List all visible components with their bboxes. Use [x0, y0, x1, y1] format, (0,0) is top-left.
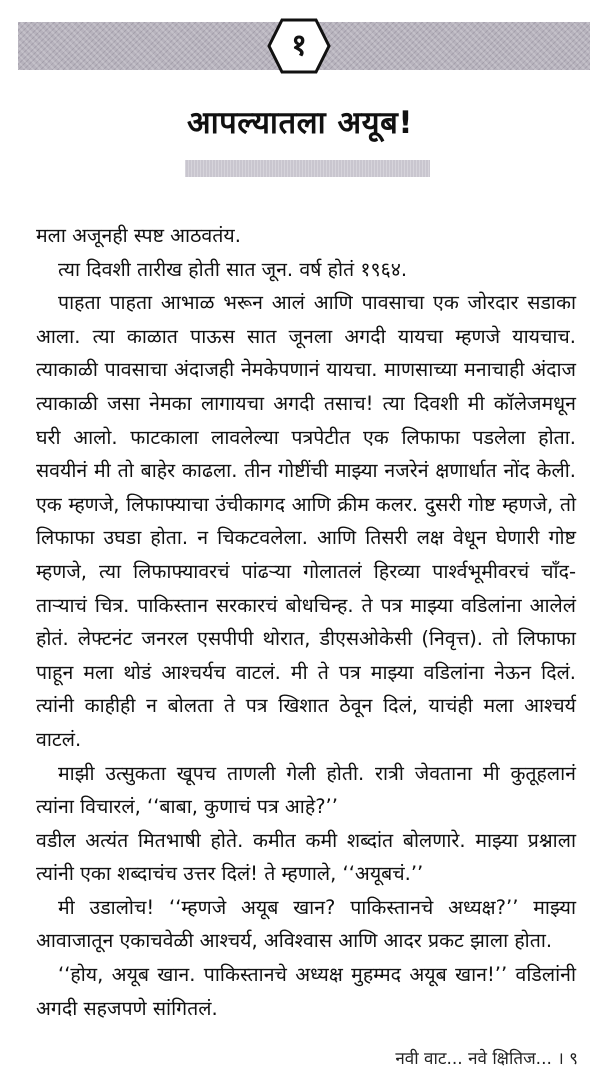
- paragraph-2: त्या दिवशी तारीख होती सात जून. वर्ष होतं १९६४.: [58, 257, 408, 281]
- chapter-number-badge: [266, 17, 332, 75]
- paragraph-4: माझी उत्सुकता खूपच ताणली गेली होती. रात्री जेवताना मी कुतूहलानं त्यांना विचारलं, ‘‘बाबा, कुणाचं पत्र आहे?’’: [36, 761, 576, 819]
- footer-page-number: । ९: [557, 1049, 578, 1069]
- paragraph-1: मला अजूनही स्पष्ट आठवतंय.: [36, 224, 241, 247]
- footer-book-title: नवी वाट... नवे क्षितिज...: [395, 1049, 552, 1069]
- paragraph-5: वडील अत्यंत मितभाषी होते. कमीत कमी शब्दांत बोलणारे. माझ्या प्रश्नाला त्यांनी एका शब्दाचंच उत्तर दिलं! ते म्हणाले, ‘‘अयूबचं.’’: [36, 828, 576, 886]
- chapter-number: १: [291, 28, 307, 63]
- paragraph-6: मी उडालोच! ‘‘म्हणजे अयूब खान? पाकिस्तानचे अध्यक्ष?’’ माझ्या आवाजातून एकाचवेळी आश्चर्य, अविश्वास आणि आदर प्रकट झाला होता.: [36, 895, 576, 953]
- title-underline-bar: [185, 160, 430, 177]
- paragraph-3: पाहता पाहता आभाळ भरून आलं आणि पावसाचा एक जोरदार सडाका आला. त्या काळात पाऊस सात जूनला अगदी यायचा म्हणजे यायचाच. त्याकाळी पावसाचा अंदाजही नेमकेपणानं यायचा. माणसाच्या मनाचाही अंदाज त्याकाळी जसा नेमका लागायचा अगदी तसाच! त्या दिवशी मी कॉलेजमधून घरी आलो. फाटकाला लावलेल्या पत्रपेटीत एक लिफाफा पडलेला होता. सवयीनं मी तो बाहेर काढला. तीन गोष्टींची माझ्या नजरेनं क्षणार्धात नोंद केली. एक म्हणजे, लिफाफ्याचा उंचीकागद आणि क्रीम कलर. दुसरी गोष्ट म्हणजे, तो लिफाफा उघडा होता. न चिकटवलेला. आणि तिसरी लक्ष वेधून घेणारी गोष्ट म्हणजे, त्या लिफाफ्यावरचं पांढऱ्या गोलातलं हिरव्या पार्श्वभूमीवरचं चाँद-ताऱ्याचं चित्र. पाकिस्तान सरकारचं बोधचिन्ह. ते पत्र माझ्या वडिलांना आलेलं होतं. लेफ्टनंट जनरल एसपीपी थोरात, डीएसओकेसी (निवृत्त). तो लिफाफा पाहून मला थोडं आश्चर्यच वाटलं. मी ते पत्र माझ्या वडिलांना नेऊन दिलं. त्यांनी काहीही न बोलता ते पत्र खिशात ठेवून दिलं, याचंही मला आश्चर्य वाटलं.: [36, 291, 576, 751]
- page-footer: [395, 1046, 578, 1069]
- chapter-title: आपल्यातला अयूब!: [187, 105, 413, 141]
- paragraph-7: ‘‘होय, अयूब खान. पाकिस्तानचे अध्यक्ष मुहम्मद अयूब खान!’’ वडिलांनी अगदी सहजपणे सांगितलं.: [36, 963, 576, 1020]
- chapter-body: [36, 219, 576, 1025]
